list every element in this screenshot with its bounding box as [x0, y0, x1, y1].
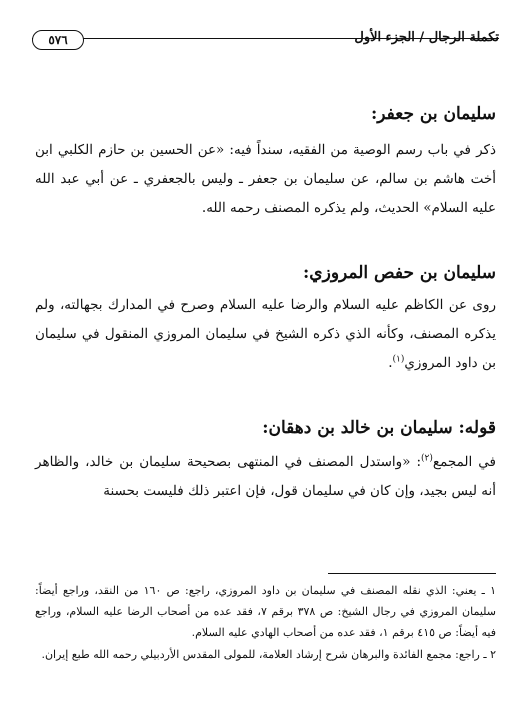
header-rule [32, 38, 499, 39]
footnote-2: ٢ ـ راجع: مجمع الفائدة والبرهان شرح إرشاد العلامة، للمولى المقدس الأردبيلي رحمه الله طبع إيران. [41, 648, 496, 661]
section-title-sulayman-bin-hafs: سليمان بن حفص المروزي: [303, 263, 496, 283]
section-body-text: روى عن الكاظم عليه السلام والرضا عليه السلام وصرح في المدارك بجهالته، ولم يذكره المصنف، وكأنه الذي ذكره الشيخ في سليمان المروزي المنقول في سليمان بن داود المروزي [35, 297, 496, 371]
section-title-sulayman-bin-jafar: سليمان بن جعفر: [371, 104, 496, 124]
section-body-sulayman-bin-jafar: ذكر في باب رسم الوصية من الفقيه، سنداً فيه: «عن الحسين بن حازم الكلبي ابن أخت هاشم بن سالم، عن سليمان بن جعفر ـ وليس بالجعفري ـ عن أبي عبد الله عليه السلام» الحديث، ولم يذكره المصنف رحمه الله. [35, 142, 496, 216]
footnote-ref-2[interactable]: (٢) [421, 453, 433, 464]
section-body-text: : «واستدل المصنف في المنتهى بصحيحة سليمان بن خالد، والظاهر أنه ليس بجيد، وإن كان في سليمان قول، فإن اعتبر ذلك فليست بحسنة [35, 454, 496, 499]
footnote-1: ١ ـ يعني: الذي نقله المصنف في سليمان بن داود المروزي، راجع: ص ١٦٠ من النقد، وراجع أيضاً: سليمان المروزي في رجال الشيخ: ص ٣٧٨ برقم ٧، فقد عده من أصحاب الرضا عليه السلام، وراجع فيه أيضاً: ص ٤١٥ برقم ١، فقد عده من أصحاب الهادي عليه السلام. [35, 584, 497, 639]
running-title: تكملة الرجال / الجزء الأول [354, 30, 499, 45]
footnote-separator [328, 573, 496, 574]
section-body-sulayman-bin-hafs [35, 291, 496, 378]
section-title-sulayman-bin-khalid: قوله: سليمان بن خالد بن دهقان: [262, 418, 496, 438]
main-text [35, 80, 496, 506]
footnotes [35, 580, 496, 666]
page-number: ٥٧٦ [32, 30, 84, 50]
section-body-start: في المجمع [432, 454, 497, 470]
footnote-ref-1[interactable]: (١) [392, 354, 405, 365]
section-body-sulayman-bin-khalid [35, 448, 496, 506]
page-header [32, 30, 499, 50]
section-body-end: . [388, 355, 393, 371]
